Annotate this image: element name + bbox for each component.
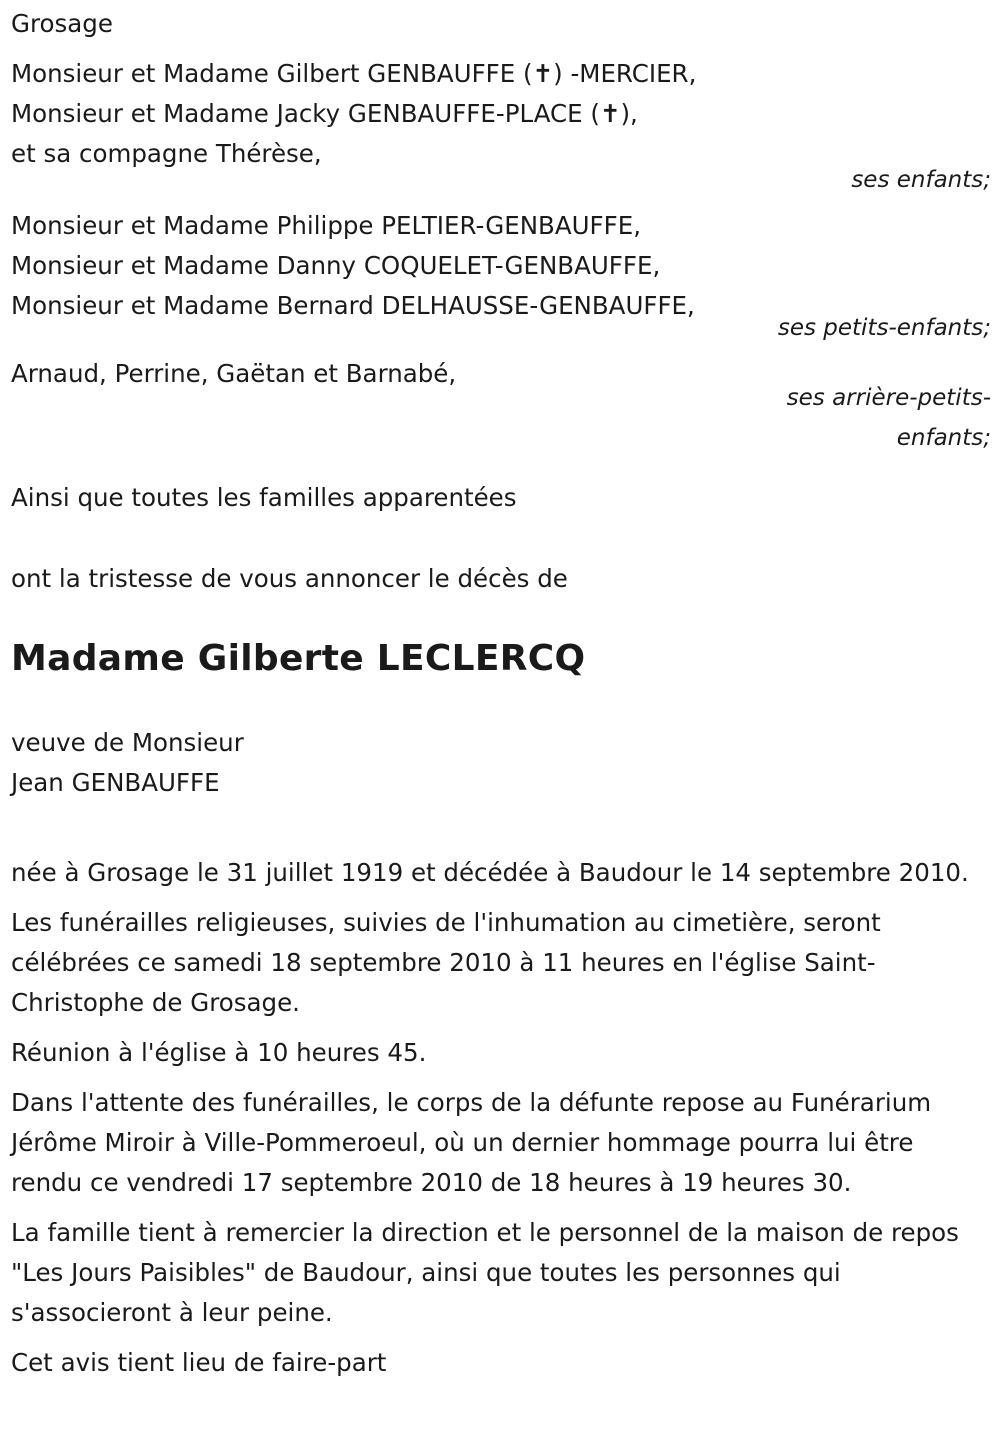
grandchild-line: Monsieur et Madame Danny COQUELET-GENBAUFFE, bbox=[11, 251, 661, 280]
widow-line-2: Jean GENBAUFFE bbox=[11, 768, 220, 797]
closing-paragraph: Cet avis tient lieu de faire-part bbox=[11, 1348, 387, 1377]
children-role: ses enfants; bbox=[851, 167, 991, 193]
funeral-paragraph: Les funérailles religieuses, suivies de l'inhumation au cimetière, seront célébrées ce samedi 18 septembre 2010 à 11 heures en l'église Saint-Christophe de Grosage. bbox=[11, 908, 881, 1017]
families-line: Ainsi que toutes les familles apparentées bbox=[11, 483, 517, 512]
children-block bbox=[11, 54, 991, 192]
obituary-notice bbox=[11, 4, 991, 1383]
grandchild-line: Monsieur et Madame Bernard DELHAUSSE-GENBAUFFE, bbox=[11, 291, 695, 320]
great-grandchild-line: Arnaud, Perrine, Gaëtan et Barnabé, bbox=[11, 359, 457, 388]
child-line: Monsieur et Madame Jacky GENBAUFFE-PLACE (✝), bbox=[11, 99, 638, 128]
grandchildren-role: ses petits-enfants; bbox=[777, 315, 991, 341]
child-line: et sa compagne Thérèse, bbox=[11, 139, 322, 168]
birth-death-paragraph: née à Grosage le 31 juillet 1919 et décédée à Baudour le 14 septembre 2010. bbox=[11, 858, 969, 887]
widow-line-1: veuve de Monsieur bbox=[11, 728, 244, 757]
village-name: Grosage bbox=[11, 9, 113, 38]
grandchildren-block bbox=[11, 206, 991, 340]
deceased-name: Madame Gilberte LECLERCQ bbox=[11, 638, 586, 679]
great-grandchildren-role-line2: enfants; bbox=[896, 425, 991, 451]
great-grandchildren-block bbox=[11, 354, 991, 458]
grandchild-line: Monsieur et Madame Philippe PELTIER-GENBAUFFE, bbox=[11, 211, 642, 240]
funerarium-paragraph: Dans l'attente des funérailles, le corps de la défunte repose au Funérarium Jérôme Miroir à Ville-Pommeroeul, où un dernier hommage pourra lui être rendu ce vendredi 17 septembre 2010 de 18 heures à 19 heures 30. bbox=[11, 1088, 932, 1197]
announcement-line: ont la tristesse de vous annoncer le décès de bbox=[11, 564, 568, 593]
meeting-paragraph: Réunion à l'église à 10 heures 45. bbox=[11, 1038, 427, 1067]
thanks-paragraph: La famille tient à remercier la direction et le personnel de la maison de repos "Les Jours Paisibles" de Baudour, ainsi que toutes les personnes qui s'associeront à leur peine. bbox=[11, 1218, 959, 1327]
great-grandchildren-role-line1: ses arrière-petits- bbox=[786, 385, 991, 411]
child-line: Monsieur et Madame Gilbert GENBAUFFE (✝) -MERCIER, bbox=[11, 59, 697, 88]
